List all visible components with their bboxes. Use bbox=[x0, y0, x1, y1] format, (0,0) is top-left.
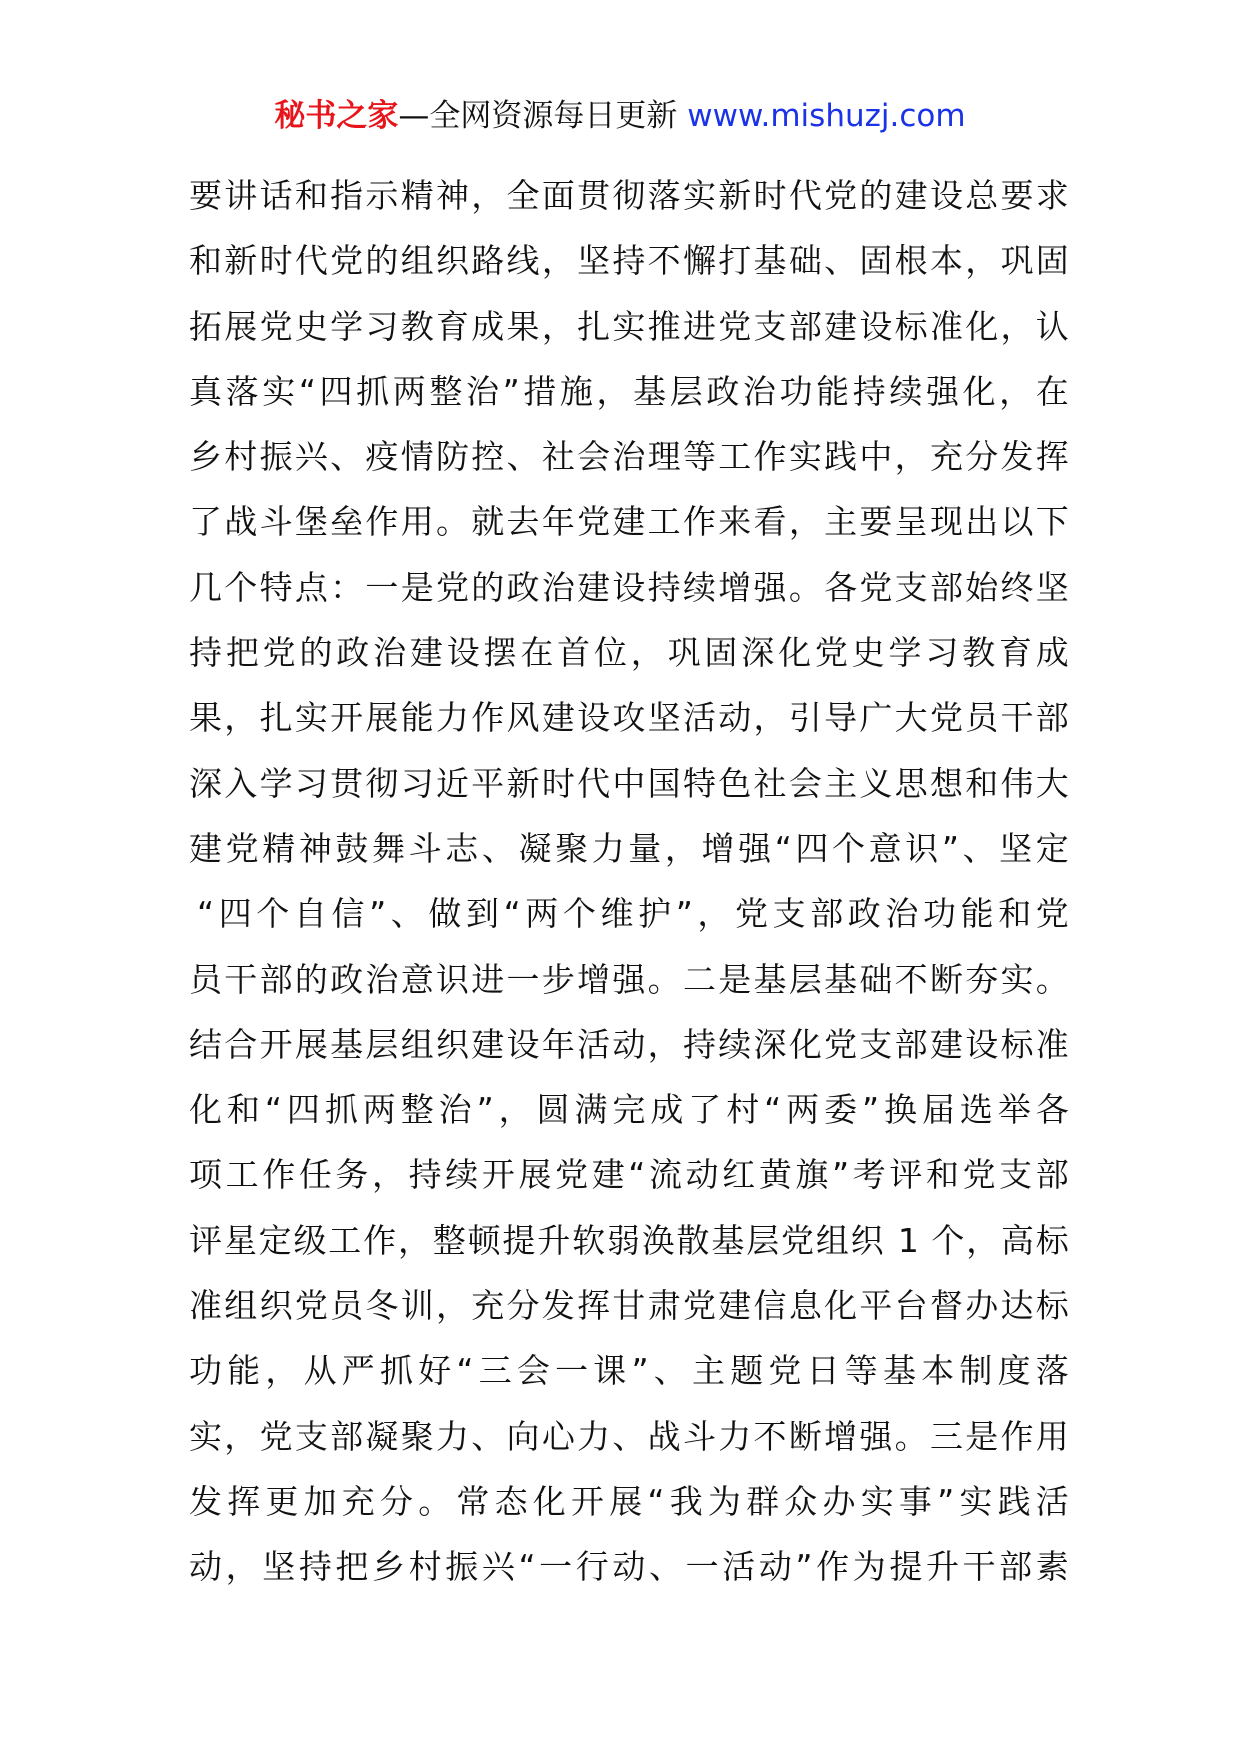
brand-name: 秘书之家 bbox=[274, 98, 399, 134]
body-line: 结合开展基层组织建设年活动，持续深化党支部建设标准 bbox=[189, 1024, 1069, 1064]
body-line: 持把党的政治建设摆在首位，巩固深化党史学习教育成 bbox=[189, 633, 1069, 673]
body-line: 深入学习贯彻习近平新时代中国特色社会主义思想和伟大 bbox=[189, 763, 1069, 803]
body-line: 和新时代党的组织路线，坚持不懈打基础、固根本，巩固 bbox=[189, 241, 1069, 281]
body-line: 要讲话和指示精神，全面贯彻落实新时代党的建设总要求 bbox=[189, 176, 1069, 215]
document-body bbox=[189, 163, 1069, 1600]
body-line: 乡村振兴、疫情防控、社会治理等工作实践中，充分发挥 bbox=[189, 437, 1069, 477]
body-line: 真落实“四抓两整治”措施，基层政治功能持续强化，在 bbox=[189, 371, 1069, 411]
body-line: 几个特点：一是党的政治建设持续增强。各党支部始终坚 bbox=[189, 567, 1069, 607]
body-line: 评星定级工作，整顿提升软弱涣散基层党组织 1 个，高标 bbox=[189, 1220, 1069, 1260]
body-line: “四个自信”、做到“两个维护”，党支部政治功能和党 bbox=[197, 894, 1069, 934]
site-url-link[interactable]: www.mishuzj.com bbox=[687, 98, 966, 134]
body-line: 发挥更加充分。常态化开展“我为群众办实事”实践活 bbox=[189, 1481, 1069, 1521]
body-line: 项工作任务，持续开展党建“流动红黄旗”考评和党支部 bbox=[189, 1155, 1069, 1195]
body-line: 动，坚持把乡村振兴“一行动、一活动”作为提升干部素 bbox=[189, 1547, 1069, 1587]
body-line: 建党精神鼓舞斗志、凝聚力量，增强“四个意识”、坚定 bbox=[189, 828, 1069, 868]
page-header bbox=[0, 96, 1240, 136]
body-line: 功能，从严抓好“三会一课”、主题党日等基本制度落 bbox=[189, 1351, 1069, 1391]
body-line: 果，扎实开展能力作风建设攻坚活动，引导广大党员干部 bbox=[189, 698, 1069, 738]
body-line: 了战斗堡垒作用。就去年党建工作来看，主要呈现出以下 bbox=[189, 502, 1069, 542]
body-line: 化和“四抓两整治”，圆满完成了村“两委”换届选举各 bbox=[189, 1090, 1069, 1130]
header-tagline: —全网资源每日更新 bbox=[398, 98, 678, 134]
body-line: 拓展党史学习教育成果，扎实推进党支部建设标准化，认 bbox=[189, 306, 1069, 346]
body-line: 实，党支部凝聚力、向心力、战斗力不断增强。三是作用 bbox=[189, 1416, 1069, 1456]
body-line: 员干部的政治意识进一步增强。二是基层基础不断夯实。 bbox=[189, 959, 1069, 999]
body-line: 准组织党员冬训，充分发挥甘肃党建信息化平台督办达标 bbox=[189, 1286, 1069, 1326]
